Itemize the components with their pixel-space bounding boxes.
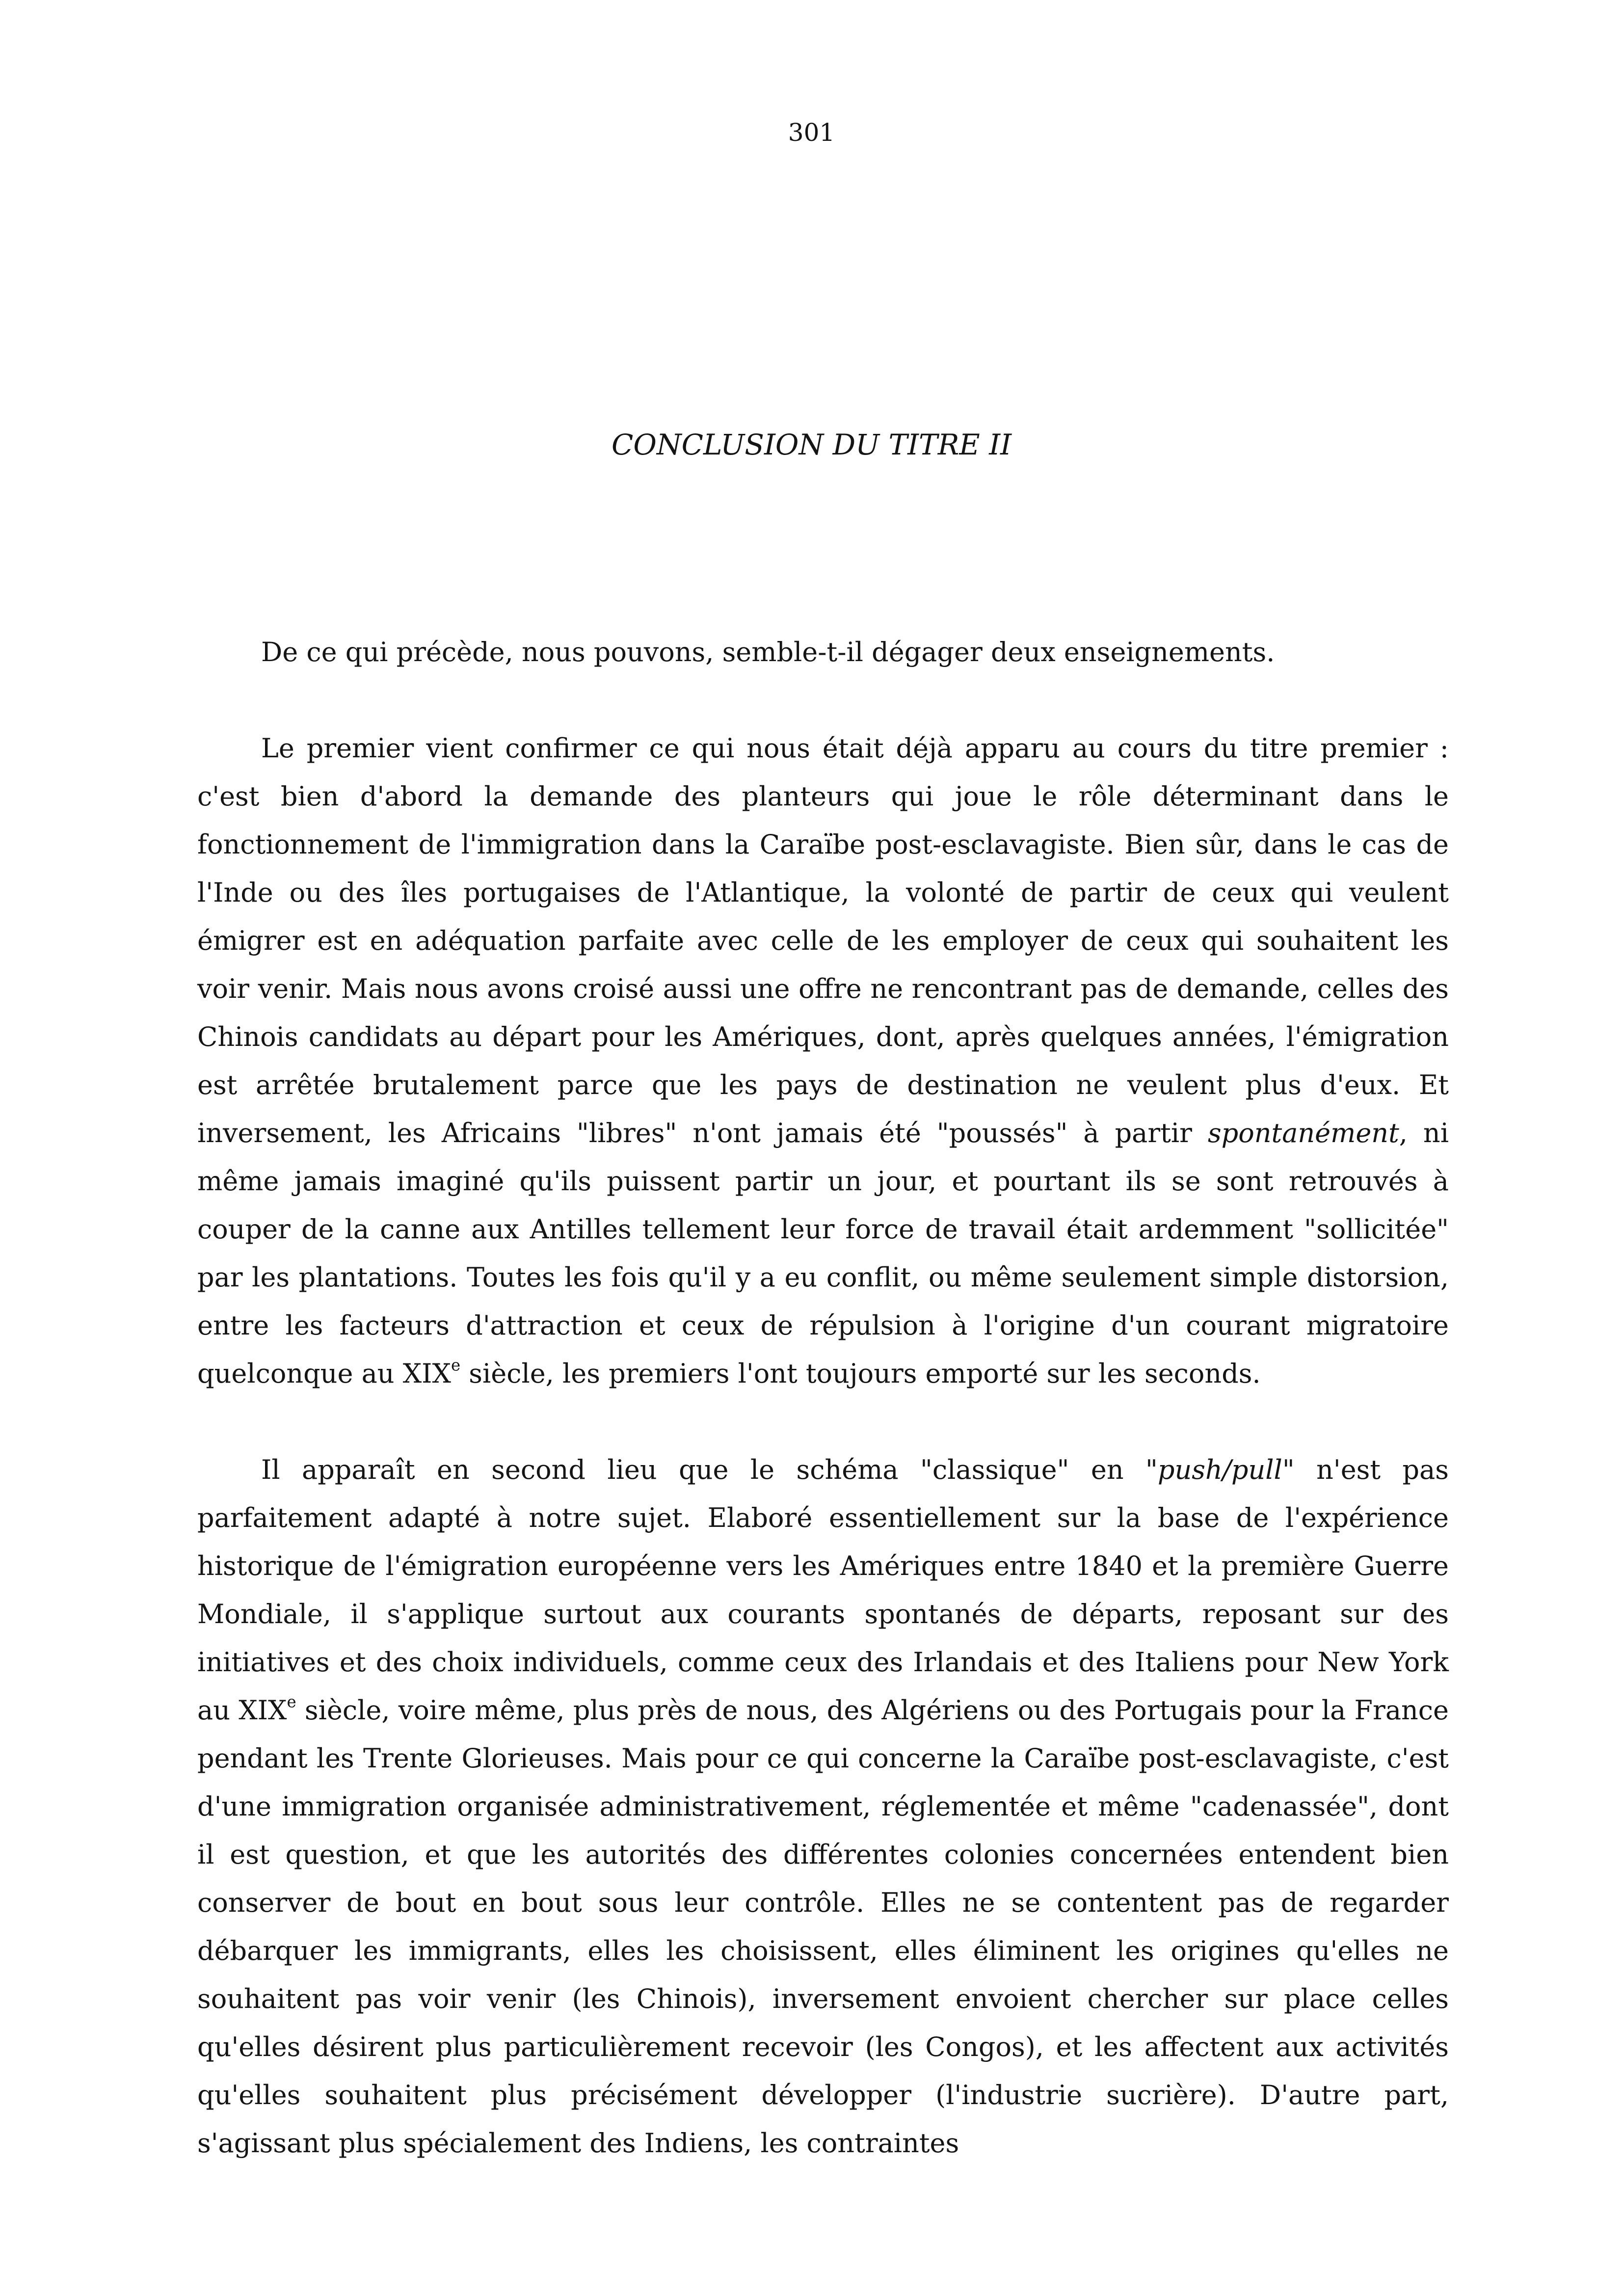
page-number: 301 <box>788 118 835 147</box>
body-text <box>197 628 1449 2167</box>
text-run: De ce qui précède, nous pouvons, semble-t-il dégager deux enseignements. <box>261 637 1275 667</box>
paragraph-gap <box>197 1398 1449 1446</box>
paragraph-first-lesson <box>197 724 1449 1398</box>
superscript: e <box>287 1692 296 1711</box>
paragraph-gap <box>197 676 1449 724</box>
text-run: Il apparaît en second lieu que le schéma "classique" en " <box>261 1454 1158 1485</box>
paragraph-second-lesson <box>197 1446 1449 2167</box>
text-run: Le premier vient confirmer ce qui nous était déjà apparu au cours du titre premier : c'est bien d'abord la demande des planteurs qui joue le rôle déterminant dans le fonctionnement de l'immigration dans la Caraïbe post-esclavagiste. Bien sûr, dans le cas de l'Inde ou des îles portugaises de l'Atlantique, la volonté de partir de ceux qui veulent émigrer est en adéquation parfaite avec celle de les employer de ceux qui souhaitent les voir venir. Mais nous avons croisé aussi une offre ne rencontrant pas de demande, celles des Chinois candidats au départ pour les Amériques, dont, après quelques années, l'émigration est arrêtée brutalement parce que les pays de destination ne veulent plus d'eux. Et inversement, les Africains "libres" n'ont jamais été "poussés" à partir <box>197 733 1449 1148</box>
italic-term: spontanément <box>1207 1118 1399 1148</box>
text-run: " n'est pas parfaitement adapté à notre sujet. Elaboré essentiellement sur la base de l'expérience historique de l'émigration européenne vers les Amériques entre 1840 et la première Guerre Mondiale, il s'applique surtout aux courants spontanés de départs, reposant sur des initiatives et des choix individuels, comme ceux des Irlandais et des Italiens pour New York au XIX <box>197 1454 1449 1726</box>
paragraph-intro <box>197 628 1449 676</box>
text-run: , ni même jamais imaginé qu'ils puissent partir un jour, et pourtant ils se sont retrouvés à couper de la canne aux Antilles tellement leur force de travail était ardemment "sollicitée" par les plantations. Toutes les fois qu'il y a eu conflit, ou même seulement simple distorsion, entre les facteurs d'attraction et ceux de répulsion à l'origine d'un courant migratoire quelconque au XIX <box>197 1118 1449 1389</box>
section-heading: CONCLUSION DU TITRE II <box>611 428 1012 461</box>
text-run: siècle, les premiers l'ont toujours emporté sur les seconds. <box>460 1358 1261 1389</box>
superscript: e <box>451 1356 461 1375</box>
italic-term: push/pull <box>1157 1454 1282 1485</box>
text-run: siècle, voire même, plus près de nous, des Algériens ou des Portugais pour la France pendant les Trente Glorieuses. Mais pour ce qui concerne la Caraïbe post-esclavagiste, c'est d'une immigration organisée administrativement, réglementée et même "cadenassée", dont il est question, et que les autorités des différentes colonies concernées entendent bien conserver de bout en bout sous leur contrôle. Elles ne se contentent pas de regarder débarquer les immigrants, elles les choisissent, elles éliminent les origines qu'elles ne souhaitent pas voir venir (les Chinois), inversement envoient chercher sur place celles qu'elles désirent plus particulièrement recevoir (les Congos), et les affectent aux activités qu'elles souhaitent plus précisément développer (l'industrie sucrière). D'autre part, s'agissant plus spécialement des Indiens, les contraintes <box>197 1695 1449 2159</box>
